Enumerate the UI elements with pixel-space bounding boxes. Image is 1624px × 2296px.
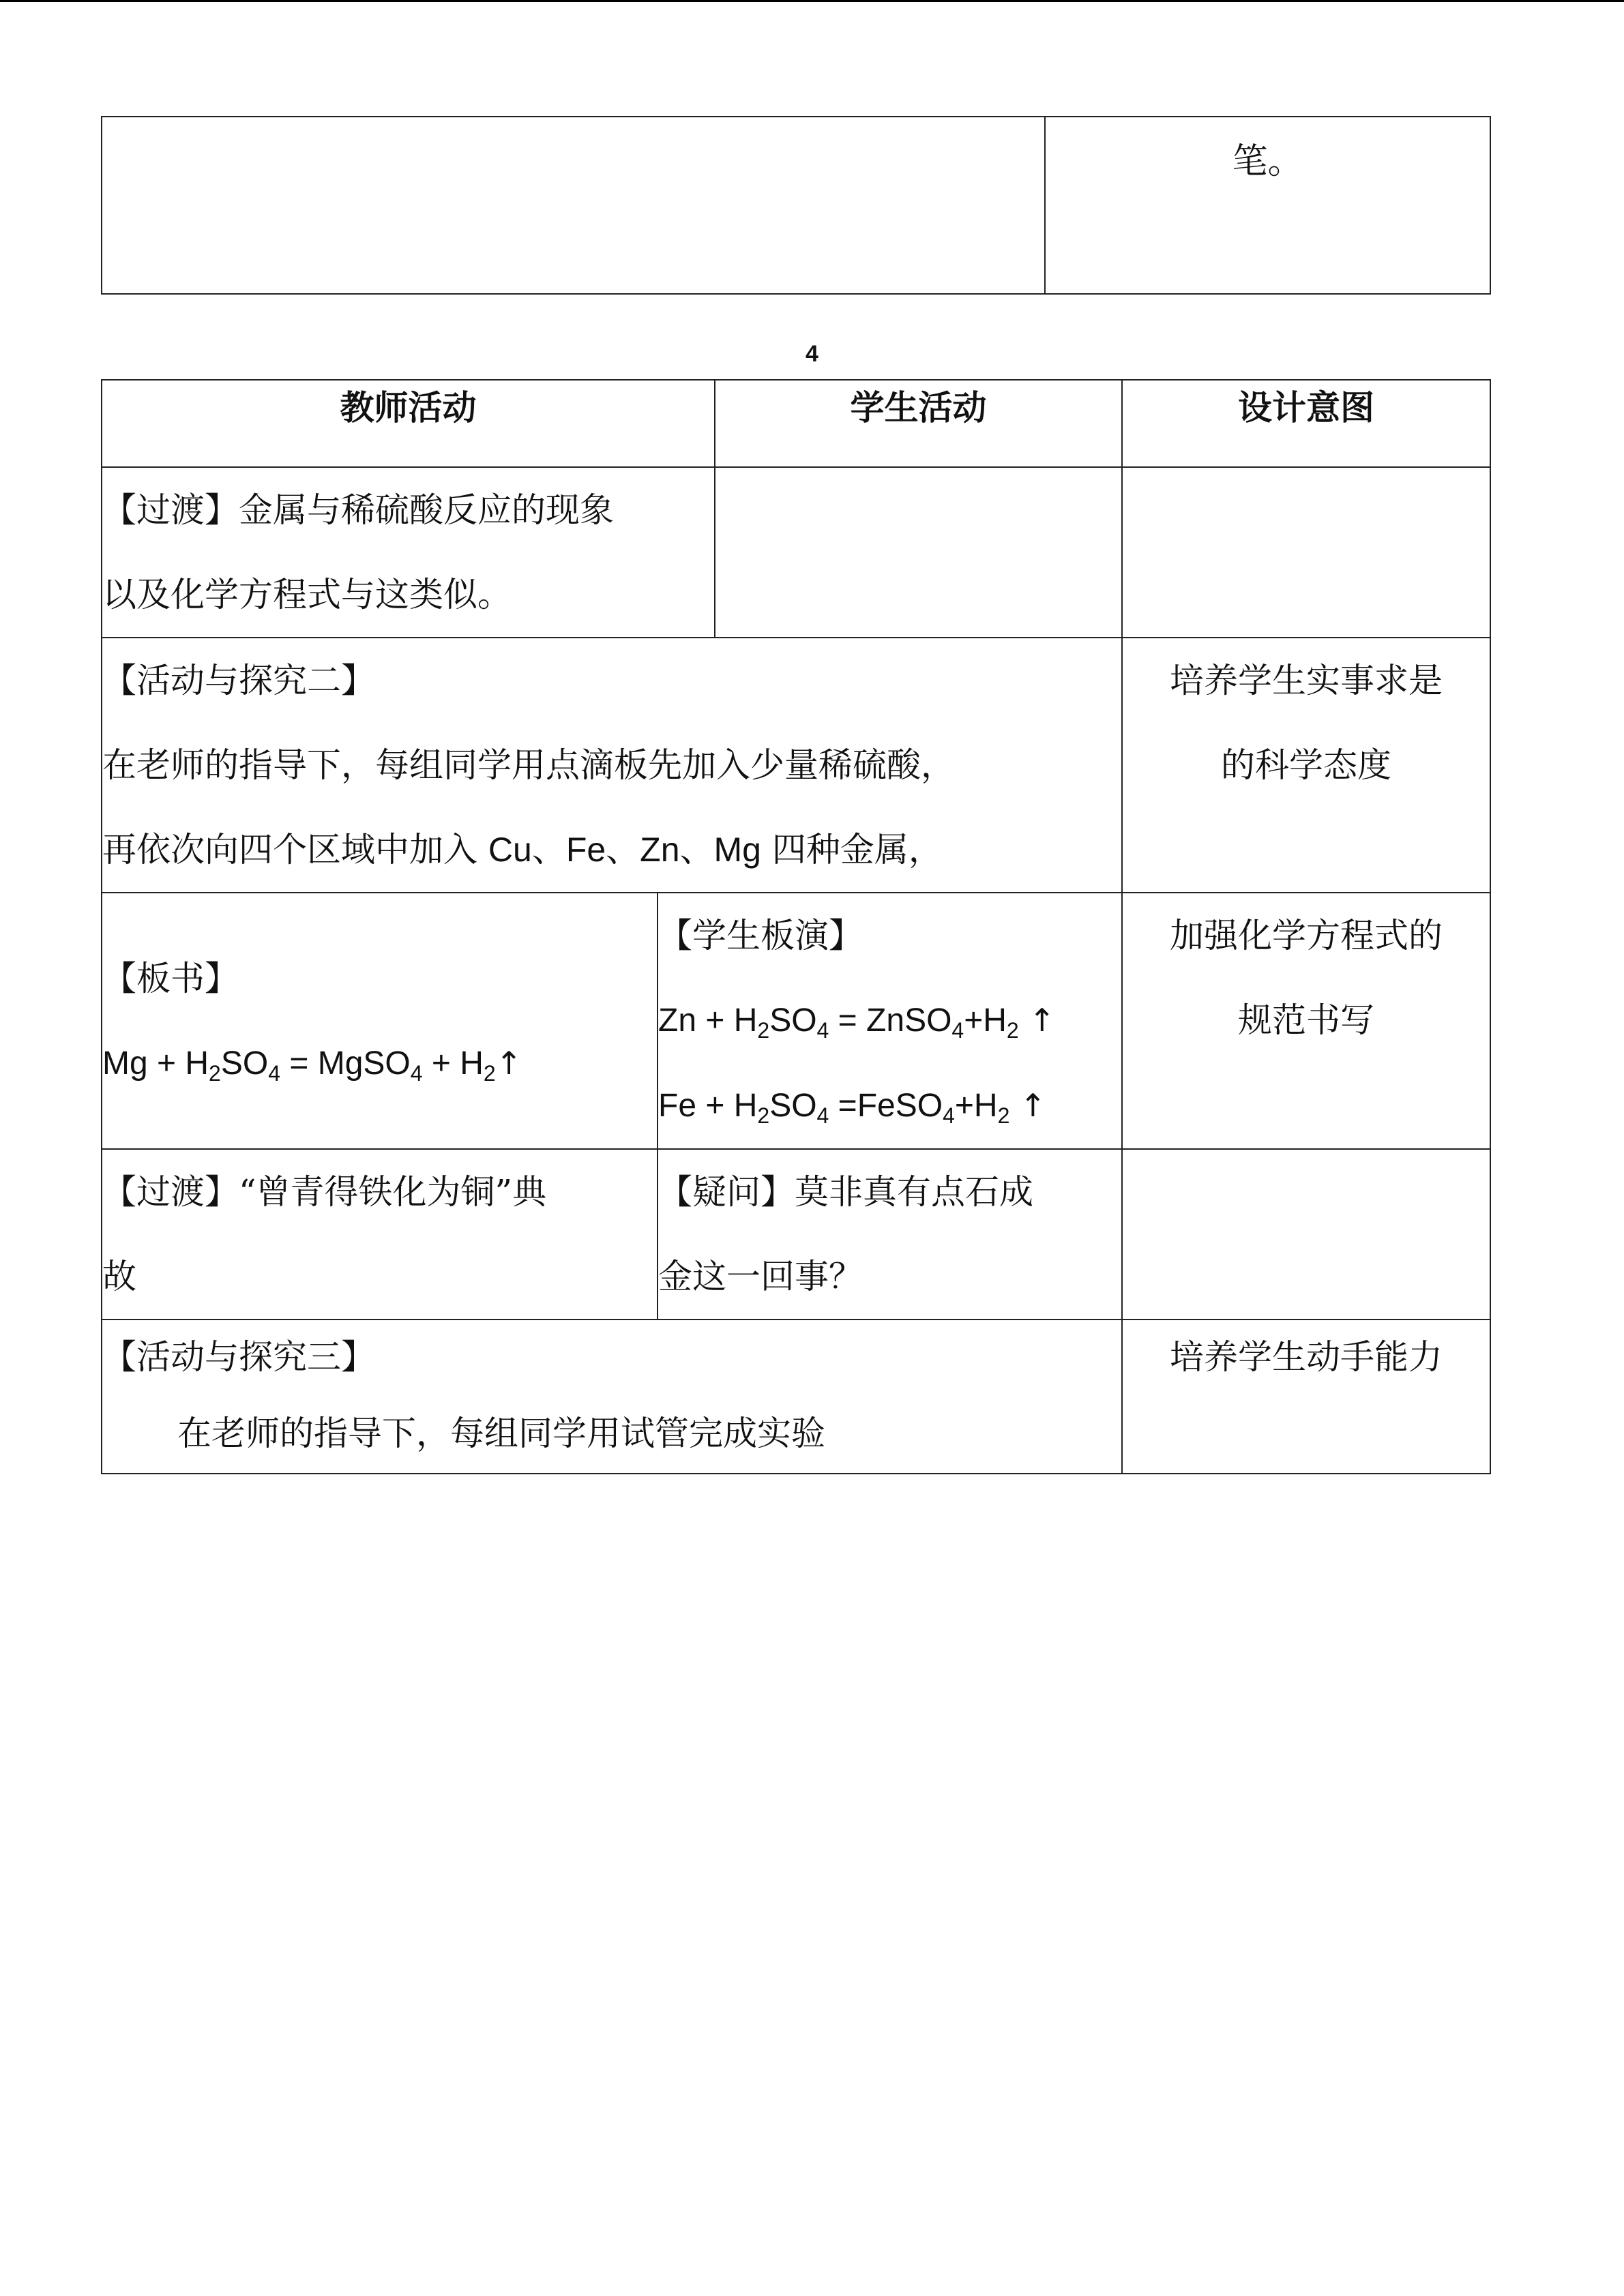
equation-zn: $Zn + H_2SO_4$ = $ZnSO_4+H_2$ ↑	[658, 1002, 1055, 1043]
up-arrow-icon: ↑	[1009, 1087, 1046, 1124]
text-line: 在老师的指导下，每组同学用点滴板先加入少量稀硫酸，	[102, 745, 955, 785]
header-design-intent: 设计意图	[1122, 380, 1490, 467]
board-title: 【板书】	[102, 958, 239, 998]
text-line: 金这一回事？	[658, 1257, 863, 1296]
up-arrow-icon: ↑	[1018, 1002, 1055, 1039]
text-fragment: 四种金属，	[761, 830, 943, 869]
table-row	[102, 1149, 1490, 1320]
activity-title: 【活动与探究二】	[102, 661, 375, 700]
continuation-text: 笔。	[1045, 117, 1490, 294]
equation-fe: $Fe + H_2SO_4$ $=FeSO_4+H_2$ ↑	[658, 1087, 1046, 1128]
table-row	[102, 893, 1490, 1149]
table-row	[102, 1320, 1490, 1474]
student-cell	[658, 893, 1122, 1149]
activity-title: 【活动与探究三】	[102, 1337, 375, 1377]
header-row	[102, 380, 1490, 467]
activity-cell	[102, 638, 1122, 893]
table-row	[102, 467, 1490, 638]
teacher-cell	[102, 1149, 658, 1320]
text-line: 以及化学方程式与这类似。	[102, 575, 512, 614]
up-arrow-icon: ↑	[495, 1044, 522, 1082]
text-line: 故	[102, 1257, 136, 1296]
text-line: 培养学生实事求是	[1170, 661, 1443, 700]
text-line: 加强化学方程式的	[1170, 916, 1443, 955]
text-line: 【过渡】“曾青得铁化为铜”典	[102, 1172, 547, 1212]
design-cell	[1122, 638, 1490, 893]
table-row	[102, 638, 1490, 893]
text-line	[102, 807, 1121, 892]
design-cell	[1122, 467, 1490, 638]
equation-mg: $Mg + H_2SO_4$ = MgSO$_4$ + $H_2↑$	[102, 1044, 522, 1086]
text-line: 【过渡】金属与稀硫酸反应的现象	[102, 490, 614, 530]
design-cell	[1122, 1320, 1490, 1474]
text-line: 【疑问】莫非真有点石成	[658, 1172, 1033, 1212]
design-cell	[1122, 893, 1490, 1149]
teacher-cell	[102, 893, 658, 1149]
text-line: 在老师的指导下，每组同学用试管完成实验	[177, 1414, 825, 1453]
teacher-cell	[102, 467, 715, 638]
page-number: 4	[806, 341, 818, 367]
table-row	[102, 117, 1490, 294]
continuation-table	[101, 116, 1491, 295]
activity-cell	[102, 1320, 1122, 1474]
student-demo-title: 【学生板演】	[658, 916, 863, 955]
design-cell	[1122, 1149, 1490, 1320]
text-fragment: 再依次向四个区域中加入	[102, 830, 488, 869]
metal-list: Cu、Fe、Zn、Mg	[488, 831, 761, 869]
header-student-activity: 学生活动	[715, 380, 1122, 467]
text-line: 规范书写	[1238, 1000, 1374, 1040]
text-line: 培养学生动手能力	[1170, 1337, 1443, 1377]
empty-cell	[102, 117, 1045, 294]
student-cell	[658, 1149, 1122, 1320]
student-cell	[715, 467, 1122, 638]
lesson-plan-table	[101, 379, 1491, 1474]
text-line: 的科学态度	[1221, 745, 1391, 785]
page-top-edge	[0, 0, 1624, 2]
header-teacher-activity: 教师活动	[102, 380, 715, 467]
